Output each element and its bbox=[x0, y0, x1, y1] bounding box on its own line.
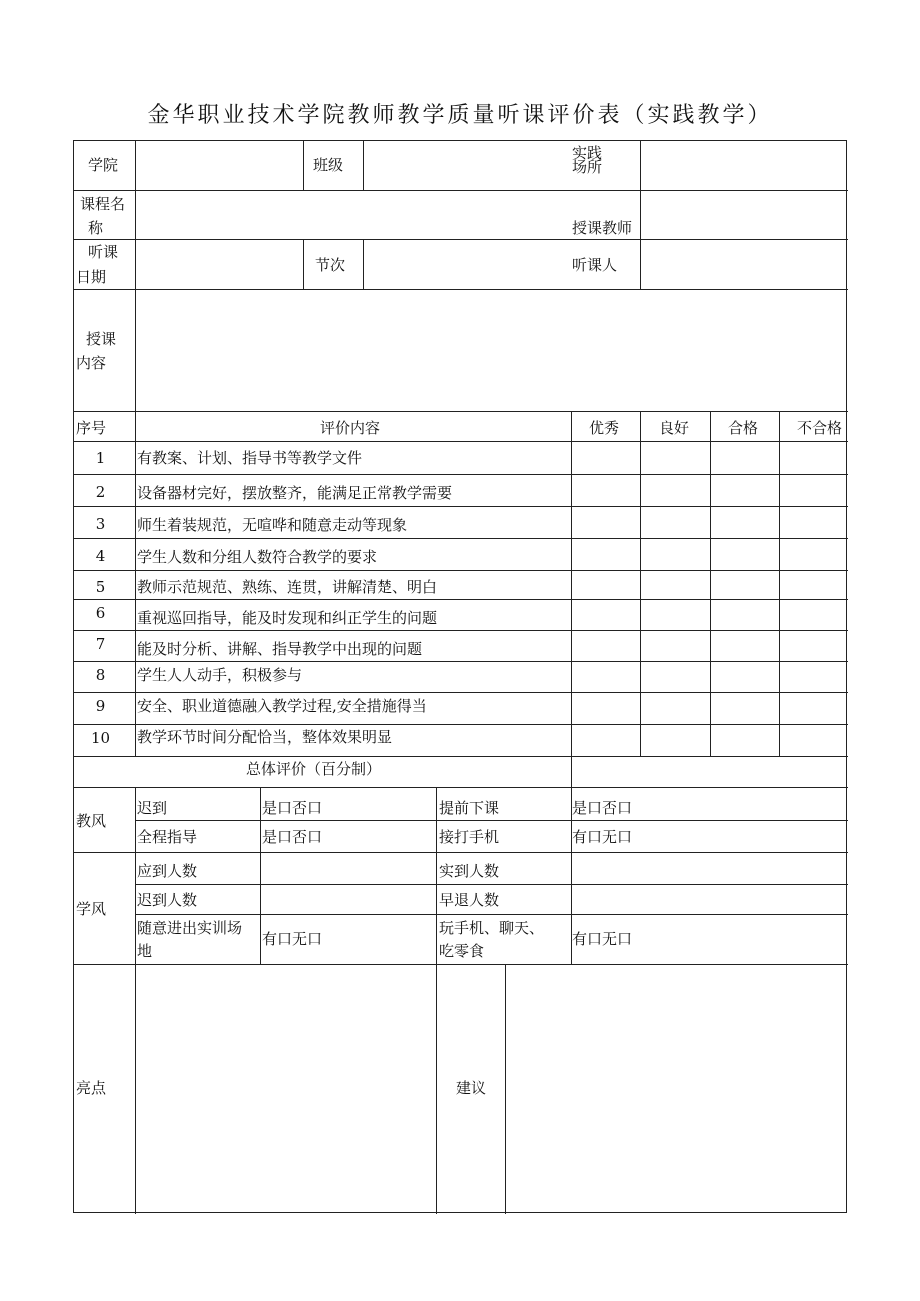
table-rule bbox=[779, 411, 780, 756]
late-count-label: 迟到人数 bbox=[137, 891, 198, 909]
item-text: 学生人人动手，积极参与 bbox=[137, 666, 303, 684]
late-choice: 是口否口 bbox=[262, 799, 323, 817]
wander-choice: 有口无口 bbox=[262, 930, 323, 948]
table-rule bbox=[303, 141, 304, 190]
table-rule bbox=[135, 914, 848, 915]
table-rule bbox=[436, 787, 437, 1214]
col-fail-header: 不合格 bbox=[797, 419, 843, 437]
item-no: 8 bbox=[95, 666, 106, 684]
item-text: 设备器材完好，摆放整齐，能满足正常教学需要 bbox=[137, 484, 453, 502]
table-rule bbox=[303, 239, 304, 289]
item-no: 3 bbox=[95, 515, 106, 533]
item-text: 学生人数和分组人数符合教学的要求 bbox=[137, 548, 378, 566]
content-label-line2: 内容 bbox=[76, 354, 107, 372]
table-rule bbox=[74, 661, 848, 662]
expected-label: 应到人数 bbox=[137, 862, 198, 880]
item-no: 1 bbox=[95, 449, 106, 467]
table-rule bbox=[74, 787, 848, 788]
col-no-header: 序号 bbox=[76, 419, 107, 437]
item-no: 5 bbox=[95, 578, 106, 596]
table-rule bbox=[74, 289, 848, 290]
table-rule bbox=[74, 630, 848, 631]
wander-label-line2: 地 bbox=[137, 942, 153, 960]
guide-label: 全程指导 bbox=[137, 828, 198, 846]
actual-label: 实到人数 bbox=[439, 862, 500, 880]
date-label-line2: 日期 bbox=[76, 268, 107, 286]
suggestion-label: 建议 bbox=[456, 1079, 487, 1097]
venue-label-line1: 实践 bbox=[572, 144, 603, 162]
teacher-label: 授课教师 bbox=[572, 219, 633, 237]
item-no: 10 bbox=[90, 729, 111, 747]
play-label-line2: 吃零食 bbox=[439, 942, 485, 960]
item-text: 有教案、计划、指导书等教学文件 bbox=[137, 449, 363, 467]
wander-label-line1: 随意进出实训场 bbox=[137, 919, 243, 937]
table-rule bbox=[74, 599, 848, 600]
table-rule bbox=[710, 411, 711, 756]
table-rule bbox=[363, 141, 364, 190]
study-label: 学风 bbox=[76, 900, 107, 918]
table-rule bbox=[74, 190, 848, 191]
highlight-label: 亮点 bbox=[76, 1079, 107, 1097]
overall-label: 总体评价（百分制） bbox=[246, 760, 382, 778]
table-rule bbox=[74, 411, 848, 412]
item-no: 7 bbox=[95, 635, 106, 653]
col-pass-header: 合格 bbox=[728, 419, 759, 437]
item-no: 4 bbox=[95, 547, 106, 565]
col-excellent-header: 优秀 bbox=[589, 419, 620, 437]
college-label: 学院 bbox=[88, 156, 119, 174]
table-rule bbox=[74, 474, 848, 475]
date-label-line1: 听课 bbox=[88, 243, 119, 261]
item-text: 重视巡回指导，能及时发现和纠正学生的问题 bbox=[137, 609, 438, 627]
table-rule bbox=[74, 756, 848, 757]
play-choice: 有口无口 bbox=[572, 930, 633, 948]
evaluation-form bbox=[73, 140, 847, 1213]
listener-label: 听课人 bbox=[572, 256, 618, 274]
item-no: 9 bbox=[95, 697, 106, 715]
early-label: 提前下课 bbox=[439, 799, 500, 817]
course-label-line2: 称 bbox=[88, 219, 104, 237]
style-label: 教风 bbox=[76, 812, 107, 830]
table-rule bbox=[135, 884, 848, 885]
table-rule bbox=[74, 570, 848, 571]
content-label-line1: 授课 bbox=[86, 330, 117, 348]
item-text: 教学环节时间分配恰当，整体效果明显 bbox=[137, 728, 393, 746]
table-rule bbox=[571, 411, 572, 756]
form-title: 金华职业技术学院教师教学质量听课评价表（实践教学） bbox=[147, 103, 773, 128]
venue-label-line2: 场所 bbox=[572, 158, 603, 176]
item-text: 教师示范规范、熟练、连贯，讲解清楚、明白 bbox=[137, 578, 438, 596]
table-rule bbox=[505, 964, 506, 1214]
table-rule bbox=[74, 239, 848, 240]
phone-choice: 有口无口 bbox=[572, 828, 633, 846]
late-label: 迟到 bbox=[137, 799, 168, 817]
early-choice: 是口否口 bbox=[572, 799, 633, 817]
col-good-header: 良好 bbox=[659, 419, 690, 437]
table-rule bbox=[74, 506, 848, 507]
col-content-header: 评价内容 bbox=[320, 419, 381, 437]
table-rule bbox=[135, 787, 136, 1214]
leave-count-label: 早退人数 bbox=[439, 891, 500, 909]
phone-label: 接打手机 bbox=[439, 828, 500, 846]
table-rule bbox=[74, 852, 848, 853]
item-no: 2 bbox=[95, 483, 106, 501]
table-rule bbox=[74, 964, 848, 965]
course-label-line1: 课程名 bbox=[80, 195, 126, 213]
table-rule bbox=[260, 787, 261, 964]
table-rule bbox=[135, 820, 848, 821]
item-no: 6 bbox=[95, 604, 106, 622]
item-text: 能及时分析、讲解、指导教学中出现的问题 bbox=[137, 640, 423, 658]
table-rule bbox=[363, 239, 364, 289]
table-rule bbox=[640, 141, 641, 289]
item-text: 安全、职业道德融入教学过程,安全措施得当 bbox=[137, 697, 427, 715]
table-rule bbox=[135, 141, 136, 756]
period-label: 节次 bbox=[315, 256, 346, 274]
table-rule bbox=[640, 411, 641, 756]
guide-choice: 是口否口 bbox=[262, 828, 323, 846]
table-rule bbox=[74, 538, 848, 539]
play-label-line1: 玩手机、聊天、 bbox=[439, 919, 545, 937]
table-rule bbox=[74, 441, 848, 442]
table-rule bbox=[74, 692, 848, 693]
item-text: 师生着装规范，无喧哗和随意走动等现象 bbox=[137, 516, 408, 534]
class-label: 班级 bbox=[313, 156, 344, 174]
